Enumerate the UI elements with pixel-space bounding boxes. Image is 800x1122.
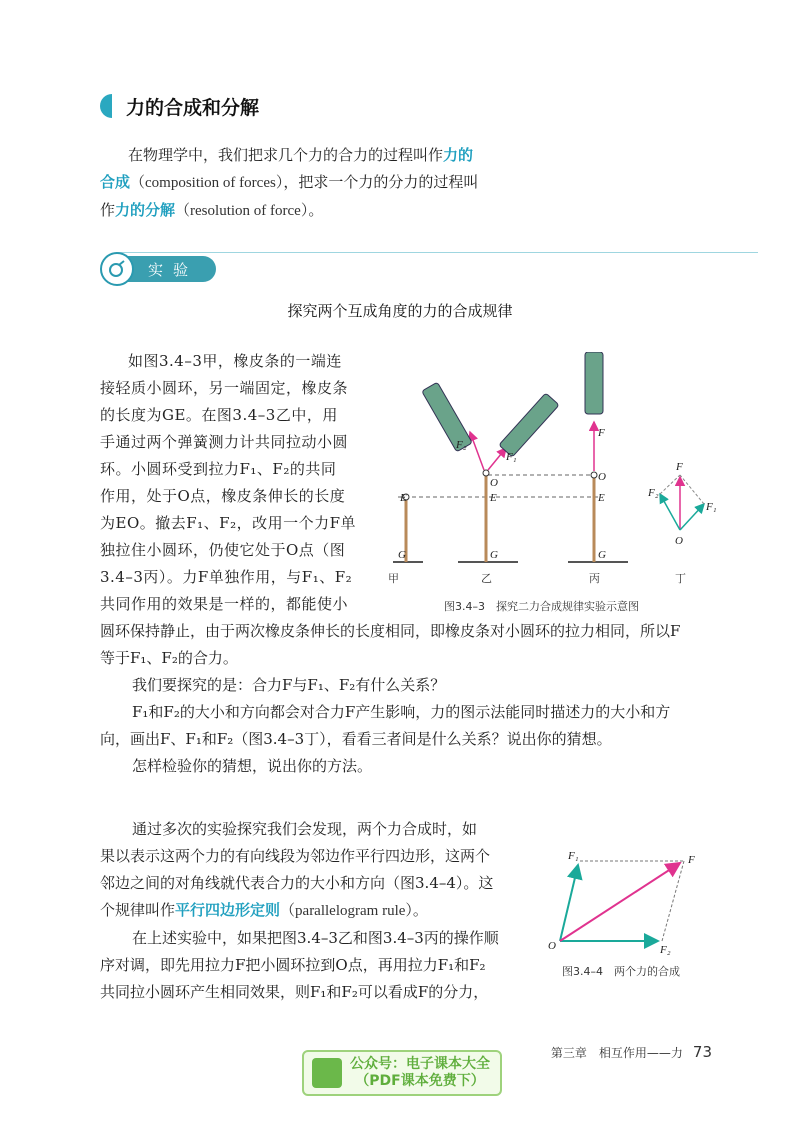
rule-text: 个规律叫作 — [100, 901, 176, 919]
figure-3-4-3 — [378, 352, 718, 612]
label-O: O — [548, 940, 556, 952]
spring-scale-icon — [585, 352, 603, 414]
rule-line: 序对调，即先用拉力F把小圆环拉到O点，再用拉力F₁和F₂ — [100, 956, 486, 974]
experiment-paragraph-full — [100, 618, 720, 780]
exp-line: 共同作用的效果是一样的，都能使小 — [100, 595, 349, 613]
panel-yi — [422, 382, 559, 562]
label-F2: F₂ — [660, 944, 671, 955]
exp-line: 独拉住小圆环，仍使它处于O点（图 — [100, 541, 346, 559]
english-term: （composition of forces） — [130, 175, 284, 191]
label-O: O — [490, 477, 498, 489]
rule-line: 果以表示这两个力的有向线段为邻边作平行四边形，这两个 — [100, 847, 491, 865]
section-marker-icon — [100, 94, 112, 118]
exp-line: 3.4–3丙）。力F单独作用，与F₁、F₂ — [100, 568, 353, 586]
exp-line: 等于F₁、F₂的合力。 — [100, 649, 238, 667]
label-F1: F₁ — [568, 850, 579, 862]
panel-label-ding: 丁 — [675, 572, 686, 585]
exp-line: 手通过两个弹簧测力计共同拉动小圆 — [100, 433, 349, 451]
question-3: 怎样检验你的猜想，说出你的方法。 — [132, 757, 373, 775]
experiment-title: 探究两个互成角度的力的合成规律 — [287, 302, 513, 320]
page-number: 73 — [692, 1043, 712, 1061]
intro-text: 作 — [100, 201, 116, 219]
panel-label-bing: 丙 — [589, 572, 600, 585]
panel-label-jia: 甲 — [388, 572, 399, 585]
intro-text: 。 — [308, 201, 324, 219]
panel-bing — [568, 352, 628, 562]
rule-text: 。 — [412, 901, 428, 919]
rule-line: 邻边之间的对角线就代表合力的大小和方向（图3.4–4）。这 — [100, 874, 494, 892]
exp-line: 圆环保持静止，由于两次橡皮条伸长的长度相同，即橡皮条对小圆环的拉力相同，所以F — [100, 622, 681, 640]
term-highlight: 平行四边形定则 — [175, 901, 281, 919]
exp-line: 作用，处于O点，橡皮条伸长的长度 — [100, 487, 346, 505]
label-O: O — [598, 471, 606, 483]
question-2-cont: 向，画出F、F₁和F₂（图3.4–3丁），看看三者间是什么关系？说出你的猜想。 — [100, 730, 612, 748]
exp-line: 的长度为GE。在图3.4–3乙中，用 — [100, 406, 338, 424]
label-G: G — [598, 549, 606, 561]
exp-line: 接轻质小圆环，另一端固定，橡皮条 — [100, 379, 349, 397]
term-highlight: 合成 — [100, 173, 131, 191]
english-term: （resolution of force） — [175, 203, 309, 219]
intro-text: 在物理学中，我们把求几个力的合力的过程叫作 — [128, 146, 444, 164]
label-G: G — [490, 549, 498, 561]
page-footer — [551, 1043, 712, 1061]
section-title-text: 力的合成和分解 — [126, 96, 260, 119]
label-G: G — [398, 549, 406, 561]
book-logo-icon — [312, 1058, 342, 1088]
rule-paragraph — [100, 816, 510, 1006]
question-1: 我们要探究的是：合力F与F₁、F₂有什么关系？ — [132, 676, 446, 694]
experiment-divider — [118, 252, 758, 253]
experiment-paragraph — [100, 348, 362, 618]
chapter-title: 第三章 相互作用——力 — [550, 1046, 683, 1060]
spring-scale-icon — [499, 393, 559, 457]
label-F1: F₁ — [506, 451, 517, 463]
question-2: F₁和F₂的大小和方向都会对合力F产生影响，力的图示法能同时描述力的大小和方 — [132, 703, 671, 721]
vector-F1 — [560, 865, 578, 941]
experiment-badge — [100, 255, 216, 283]
intro-paragraph — [128, 142, 508, 169]
exp-line: 为EO。撤去F₁、F₂，改用一个力F单 — [100, 514, 356, 532]
intro-paragraph-2 — [100, 169, 520, 225]
label-F: F — [598, 427, 605, 439]
experiment-label: 实验 — [124, 256, 216, 282]
rule-line: 共同拉小圆环产生相同效果，则F₁和F₂可以看成F的分力， — [100, 983, 489, 1001]
label-F2: F₂ — [648, 487, 659, 499]
exp-line: 环。小圆环受到拉力F₁、F₂的共同 — [100, 460, 337, 478]
term-highlight: 力的 — [443, 146, 474, 164]
label-F: F — [676, 461, 683, 473]
term-highlight: 力的分解 — [115, 201, 176, 219]
label-F: F — [688, 854, 695, 866]
label-E: E — [598, 492, 605, 504]
intro-text: ，把求一个力的分力的过程叫 — [283, 173, 479, 191]
label-F1: F₁ — [706, 501, 717, 513]
vector-F — [560, 863, 680, 941]
figure-3-4-3-caption: 图3.4–3 探究二力合成规律实验示意图 — [444, 600, 639, 613]
figure-3-4-4-caption: 图3.4–4 两个力的合成 — [562, 965, 680, 978]
label-E: E — [400, 492, 407, 504]
label-O: O — [675, 535, 683, 547]
english-term: （parallelogram rule） — [280, 903, 413, 919]
panel-label-yi: 乙 — [481, 572, 492, 585]
panel-ding — [660, 475, 704, 530]
label-F2: F₂ — [456, 439, 467, 451]
watermark-text — [350, 1056, 490, 1090]
label-E: E — [490, 492, 497, 504]
rule-line: 在上述实验中，如果把图3.4–3乙和图3.4–3丙的操作顺 — [132, 929, 499, 947]
experiment-flask-icon — [100, 252, 134, 286]
watermark-banner — [302, 1050, 502, 1096]
exp-line: 如图3.4–3甲，橡皮条的一端连 — [128, 352, 342, 370]
figure-3-4-4 — [540, 845, 710, 955]
rule-line: 通过多次的实验探究我们会发现，两个力合成时，如 — [132, 820, 478, 838]
watermark-line: 公众号：电子课本大全 — [350, 1056, 490, 1072]
section-title — [100, 92, 259, 120]
watermark-line: （PDF课本免费下） — [355, 1073, 485, 1089]
